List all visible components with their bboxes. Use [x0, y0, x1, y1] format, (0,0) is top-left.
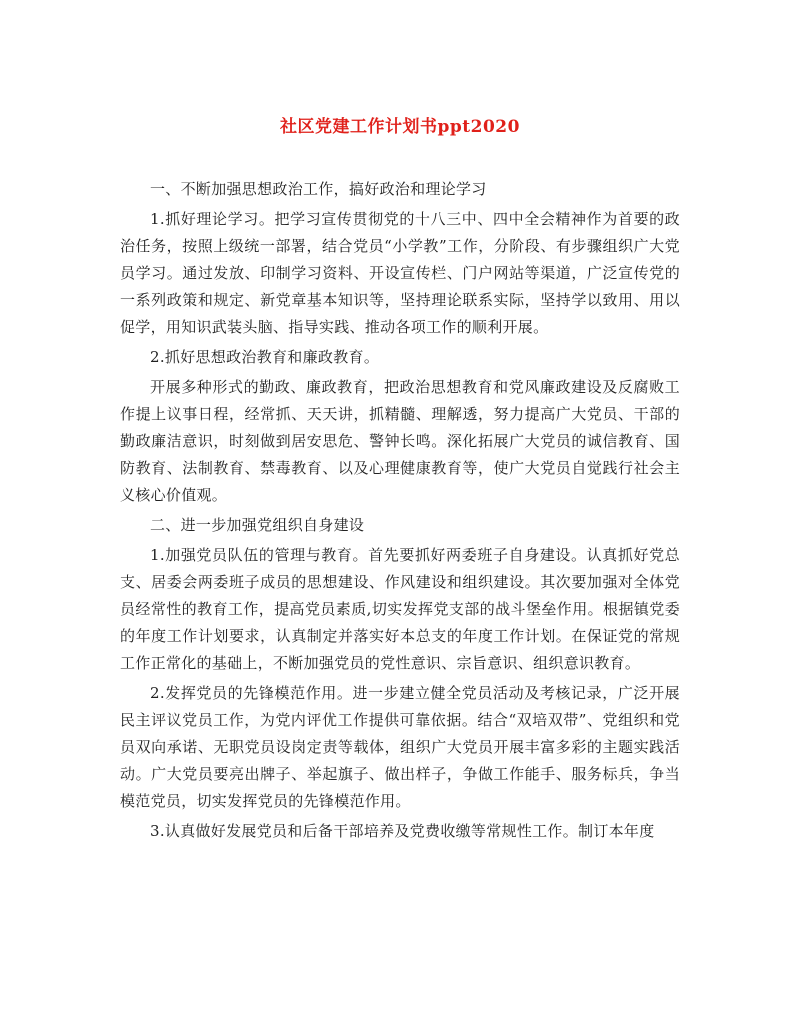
- document-title: 社区党建工作计划书ppt2020: [280, 117, 520, 137]
- paragraph-integrity-education: 开展多种形式的勤政、廉政教育，把政治思想教育和党风廉政建设及反腐败工作提上议事日程，经常抓、天天讲，抓精髓、理解透，努力提高广大党员、干部的勤政廉洁意识，时刻做到居安思危、警钟长鸣。深化拓展广大党员的诚信教育、国防教育、法制教育、禁毒教育、以及心理健康教育等，使广大党员自觉践行社会主义核心价值观。: [120, 378, 680, 504]
- paragraph-theory-study: 1.抓好理论学习。把学习宣传贯彻党的十八三中、四中全会精神作为首要的政治任务，按照上级统一部署，结合党员“小学教”工作，分阶段、有步骤组织广大党员学习。通过发放、印制学习资料、开设宣传栏、门户网站等渠道，广泛宣传党的一系列政策和规定、新党章基本知识等，坚持理论联系实际，坚持学以致用、用以促学，用知识武装头脑、指导实践、推动各项工作的顺利开展。: [120, 210, 680, 336]
- section-heading-2: 二、进一步加强党组织自身建设: [150, 516, 365, 534]
- section-heading-1: 一、不断加强思想政治工作，搞好政治和理论学习: [150, 180, 487, 198]
- paragraph-ideological-education-heading: 2.抓好思想政治教育和廉政教育。: [150, 348, 380, 366]
- paragraph-member-development: 3.认真做好发展党员和后备干部培养及党费收缴等常规性工作。制订本年度: [150, 822, 655, 840]
- document-body: [120, 176, 680, 845]
- paragraph-exemplary-role: 2.发挥党员的先锋模范作用。进一步建立健全党员活动及考核记录，广泛开展民主评议党员工作，为党内评优工作提供可靠依据。结合“双培双带”、党组织和党员双向承诺、无职党员设岗定责等载体，组织广大党员开展丰富多彩的主题实践活动。广大党员要亮出牌子、举起旗子、做出样子，争做工作能手、服务标兵，争当模范党员，切实发挥党员的先锋模范作用。: [120, 684, 680, 810]
- paragraph-member-management: 1.加强党员队伍的管理与教育。首先要抓好两委班子自身建设。认真抓好党总支、居委会两委班子成员的思想建设、作风建设和组织建设。其次要加强对全体党员经常性的教育工作，提高党员素质,切实发挥党支部的战斗堡垒作用。根据镇党委的年度工作计划要求，认真制定并落实好本总支的年度工作计划。在保证党的常规工作正常化的基础上，不断加强党员的党性意识、宗旨意识、组织意识教育。: [120, 546, 680, 672]
